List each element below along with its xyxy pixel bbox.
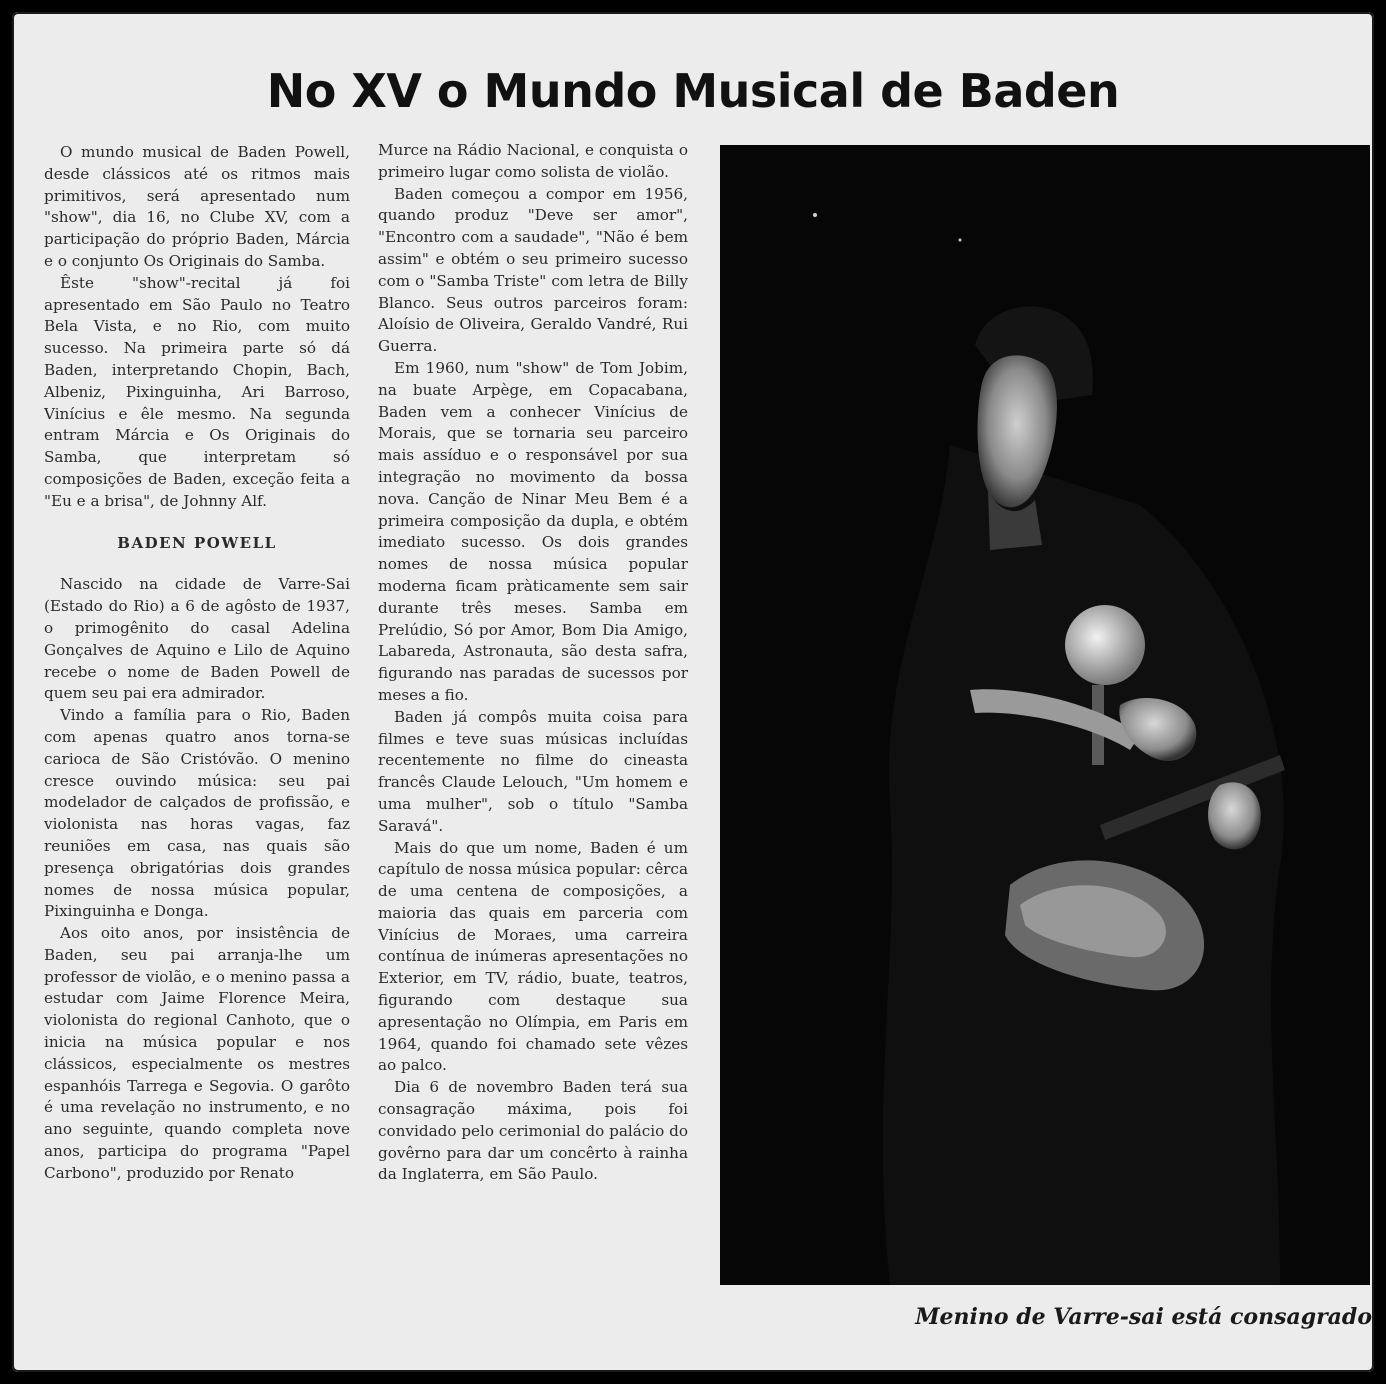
article-column-1 [44,142,350,1185]
photo-baden-powell-with-guitar [720,145,1370,1285]
paragraph: Baden começou a compor em 1956, quando produz "Deve ser amor", "Encontro com a saudade", "Não é bem assim" e obtém o seu primeiro sucesso com o "Samba Triste" com letra de Billy Blanco. Seus outros parceiros foram: Aloísio de Oliveira, Geraldo Vandré, Rui Guerra. [378,184,688,356]
paragraph: Murce na Rádio Nacional, e conquista o primeiro lugar como solista de violão. [378,141,688,181]
newspaper-clipping [12,12,1374,1372]
paragraph: O mundo musical de Baden Powell, desde clássicos até os ritmos mais primitivos, será apresentado num "show", dia 16, no Clube XV, com a participação do próprio Baden, Márcia e o conjunto Os Originais do Samba. [44,143,350,270]
paragraph: Nascido na cidade de Varre-Sai (Estado do Rio) a 6 de agôsto de 1937, o primogênito do casal Adelina Gonçalves de Aquino e Lilo de Aquino recebe o nome de Baden Powell de quem seu pai era admirador. [44,575,350,703]
photo-caption: Menino de Varre-sai está consagrado [915,1304,1372,1330]
portrait-illustration [720,145,1370,1285]
paragraph: Vindo a família para o Rio, Baden com apenas quatro anos torna-se carioca de São Cristóvão. O menino cresce ouvindo música: seu pai modelador de calçados de profissão, e violonista nas horas vagas, faz reuniões em casa, nas quais são presença obrigatórias dois grandes nomes de nossa música popular, Pixinguinha e Donga. [44,706,350,921]
paragraph: Dia 6 de novembro Baden terá sua consagração máxima, pois foi convidado pelo cerimonial do palácio do govêrno para dar um concêrto à rainha da Inglaterra, em São Paulo. [378,1078,688,1184]
paragraph: Baden já compôs muita coisa para filmes e teve suas músicas incluídas recentemente no filme do cineasta francês Claude Lelouch, "Um homem e uma mulher", sob o título "Samba Saravá". [378,707,688,835]
paragraph: Mais do que um nome, Baden é um capítulo de nossa música popular: cêrca de uma centena de composições, a maioria das quais em parceria com Vinícius de Moraes, uma carreira contínua de inúmeras apresentações no Exterior, em TV, rádio, buate, teatros, figurando com destaque sua apresentação no Olímpia, em Paris em 1964, quando foi chamado sete vêzes ao palco. [378,838,688,1075]
paragraph: Êste "show"-recital já foi apresentado em São Paulo no Teatro Bela Vista, e no Rio, com muito sucesso. Na primeira parte só dá Baden, interpretando Chopin, Bach, Albeniz, Pixinguinha, Ari Barroso, Vinícius e êle mesmo. Na segunda entram Márcia e Os Originais do Samba, que interpretam só composições de Baden, exceção feita a "Eu e a brisa", de Johnny Alf. [44,273,350,510]
article-column-2 [378,140,688,1186]
paragraph: Aos oito anos, por insistência de Baden, seu pai arranja-lhe um professor de violão, e o menino passa a estudar com Jaime Florence Meira, violonista do regional Canhoto, que o inicia na música popular e nos clássicos, especialmente os mestres espanhóis Tarrega e Segovia. O garôto é uma revelação no instrumento, e no ano seguinte, quando completa nove anos, participa do programa "Papel Carbono", produzido por Renato [44,924,350,1182]
paragraph: Em 1960, num "show" de Tom Jobim, na buate Arpège, em Copacabana, Baden vem a conhecer Vinícius de Morais, que se tornaria seu parceiro mais assíduo e o responsável por sua integração no movimento da bossa nova. Canção de Ninar Meu Bem é a primeira composição da dupla, e obtém imediato sucesso. Os dois grandes nomes de nossa música popular moderna ficam pràticamente sem sair durante três meses. Samba em Prelúdio, Só por Amor, Bom Dia Amigo, Labareda, Astronauta, são desta safra, figurando nas paradas de sucessos por meses a fio. [378,358,688,704]
headline: No XV o Mundo Musical de Baden [266,64,1120,118]
section-subhead: BADEN POWELL [117,533,277,552]
